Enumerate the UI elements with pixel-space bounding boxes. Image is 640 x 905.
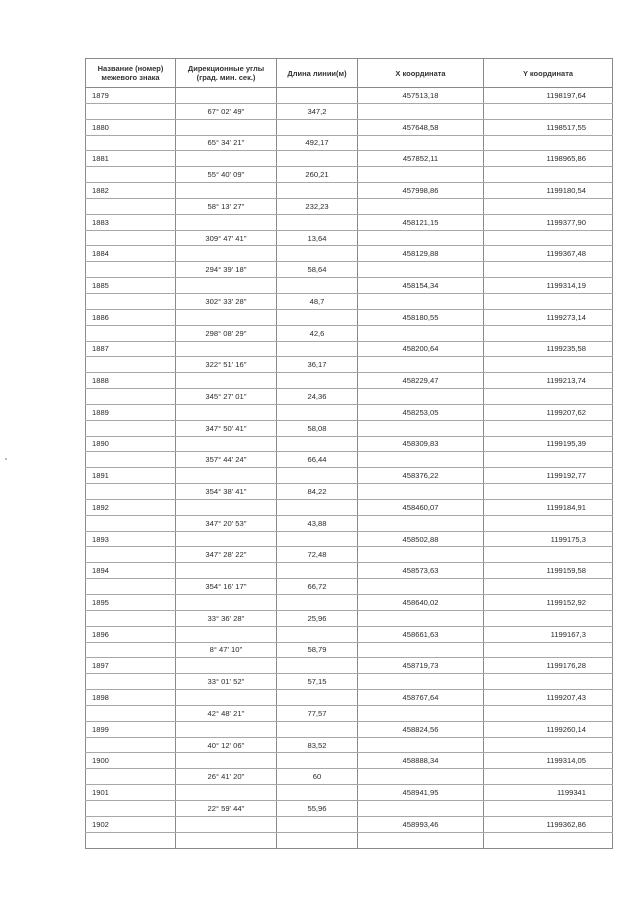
empty-cell (86, 769, 176, 785)
empty-cell (176, 816, 277, 832)
line-length: 58,08 (277, 420, 358, 436)
x-coordinate: 458129,88 (358, 246, 484, 262)
empty-cell (484, 737, 613, 753)
empty-cell (484, 642, 613, 658)
empty-cell (484, 674, 613, 690)
empty-cell (277, 214, 358, 230)
point-name: 1897 (86, 658, 176, 674)
line-length: 66,44 (277, 452, 358, 468)
y-coordinate: 1199235,58 (484, 341, 613, 357)
x-coordinate: 458767,64 (358, 690, 484, 706)
point-name: 1886 (86, 309, 176, 325)
empty-cell (86, 800, 176, 816)
point-name: 1881 (86, 151, 176, 167)
direction-angle: 58° 13' 27'' (176, 198, 277, 214)
table-row (86, 325, 613, 341)
table-row (86, 531, 613, 547)
empty-cell (358, 230, 484, 246)
table-row (86, 230, 613, 246)
line-length: 58,64 (277, 262, 358, 278)
x-coordinate: 457852,11 (358, 151, 484, 167)
empty-cell (358, 515, 484, 531)
point-name: 1896 (86, 626, 176, 642)
table-row (86, 452, 613, 468)
x-coordinate: 457513,18 (358, 88, 484, 104)
y-coordinate: 1198517,55 (484, 119, 613, 135)
empty-cell (176, 626, 277, 642)
empty-cell (484, 515, 613, 531)
line-length: 492,17 (277, 135, 358, 151)
header-point-name: Название (номер) межевого знака (86, 59, 176, 88)
empty-cell (176, 373, 277, 389)
line-length: 42,6 (277, 325, 358, 341)
empty-cell (86, 135, 176, 151)
table-row (86, 832, 613, 848)
x-coordinate: 458502,88 (358, 531, 484, 547)
empty-cell (277, 816, 358, 832)
empty-cell (358, 800, 484, 816)
empty-cell (176, 278, 277, 294)
empty-cell (484, 135, 613, 151)
empty-cell (176, 183, 277, 199)
empty-cell (277, 531, 358, 547)
table-row (86, 103, 613, 119)
y-coordinate: 1199152,92 (484, 595, 613, 611)
y-coordinate: 1199207,62 (484, 404, 613, 420)
direction-angle: 22° 59' 44'' (176, 800, 277, 816)
empty-cell (176, 341, 277, 357)
empty-cell (277, 404, 358, 420)
empty-cell (176, 246, 277, 262)
table-row (86, 341, 613, 357)
empty-cell (176, 595, 277, 611)
x-coordinate: 458376,22 (358, 468, 484, 484)
empty-cell (277, 278, 358, 294)
empty-cell (86, 515, 176, 531)
empty-cell (176, 832, 277, 848)
table-header-row (86, 59, 613, 88)
empty-cell (86, 389, 176, 405)
direction-angle: 322° 51' 16'' (176, 357, 277, 373)
table-row (86, 151, 613, 167)
point-name: 1887 (86, 341, 176, 357)
empty-cell (86, 484, 176, 500)
empty-cell (358, 610, 484, 626)
empty-cell (358, 420, 484, 436)
x-coordinate: 458121,15 (358, 214, 484, 230)
empty-cell (277, 151, 358, 167)
direction-angle: 302° 33' 28'' (176, 293, 277, 309)
table-row (86, 420, 613, 436)
line-length: 13,64 (277, 230, 358, 246)
empty-cell (358, 167, 484, 183)
direction-angle: 347° 50' 41'' (176, 420, 277, 436)
header-direction-angle: Дирекционные углы (град. мин. сек.) (176, 59, 277, 88)
empty-cell (484, 579, 613, 595)
x-coordinate: 458719,73 (358, 658, 484, 674)
y-coordinate: 1199341 (484, 785, 613, 801)
line-length: 232,23 (277, 198, 358, 214)
y-coordinate: 1199314,05 (484, 753, 613, 769)
x-coordinate: 458200,64 (358, 341, 484, 357)
empty-cell (176, 404, 277, 420)
empty-cell (358, 642, 484, 658)
empty-cell (176, 119, 277, 135)
direction-angle: 33° 01' 52'' (176, 674, 277, 690)
empty-cell (176, 785, 277, 801)
empty-cell (176, 151, 277, 167)
empty-cell (176, 214, 277, 230)
line-length: 83,52 (277, 737, 358, 753)
y-coordinate: 1199195,39 (484, 436, 613, 452)
direction-angle: 8° 47' 10'' (176, 642, 277, 658)
x-coordinate: 458180,55 (358, 309, 484, 325)
table-row (86, 214, 613, 230)
table-row (86, 579, 613, 595)
empty-cell (277, 626, 358, 642)
direction-angle: 345° 27' 01'' (176, 389, 277, 405)
point-name: 1898 (86, 690, 176, 706)
empty-cell (176, 531, 277, 547)
empty-cell (277, 499, 358, 515)
table-row (86, 690, 613, 706)
table-row (86, 595, 613, 611)
y-coordinate: 1199207,43 (484, 690, 613, 706)
point-name: 1884 (86, 246, 176, 262)
line-length: 84,22 (277, 484, 358, 500)
empty-cell (176, 658, 277, 674)
table-row (86, 436, 613, 452)
y-coordinate: 1199159,58 (484, 563, 613, 579)
table-row (86, 515, 613, 531)
point-name: 1889 (86, 404, 176, 420)
empty-cell (86, 642, 176, 658)
line-length: 55,96 (277, 800, 358, 816)
table-row (86, 183, 613, 199)
empty-cell (86, 832, 176, 848)
line-length: 24,36 (277, 389, 358, 405)
y-coordinate: 1198197,64 (484, 88, 613, 104)
table-row (86, 547, 613, 563)
empty-cell (277, 246, 358, 262)
x-coordinate: 458661,63 (358, 626, 484, 642)
table-row (86, 737, 613, 753)
empty-cell (176, 468, 277, 484)
empty-cell (484, 262, 613, 278)
empty-cell (86, 579, 176, 595)
line-length: 25,96 (277, 610, 358, 626)
empty-cell (86, 325, 176, 341)
x-coordinate: 458993,46 (358, 816, 484, 832)
empty-cell (358, 737, 484, 753)
header-x-coordinate: X координата (358, 59, 484, 88)
table-row (86, 484, 613, 500)
x-coordinate: 458573,63 (358, 563, 484, 579)
table-row (86, 404, 613, 420)
direction-angle: 357° 44' 24'' (176, 452, 277, 468)
empty-cell (277, 785, 358, 801)
y-coordinate: 1199176,28 (484, 658, 613, 674)
point-name: 1892 (86, 499, 176, 515)
x-coordinate: 458640,02 (358, 595, 484, 611)
y-coordinate: 1199367,48 (484, 246, 613, 262)
x-coordinate: 458309,83 (358, 436, 484, 452)
empty-cell (358, 547, 484, 563)
empty-cell (176, 309, 277, 325)
empty-cell (176, 563, 277, 579)
empty-cell (86, 293, 176, 309)
empty-cell (484, 357, 613, 373)
empty-cell (86, 547, 176, 563)
table-row (86, 769, 613, 785)
empty-cell (358, 103, 484, 119)
empty-cell (277, 563, 358, 579)
table-row (86, 658, 613, 674)
table-row (86, 705, 613, 721)
empty-cell (176, 690, 277, 706)
table-row (86, 135, 613, 151)
y-coordinate: 1199377,90 (484, 214, 613, 230)
empty-cell (277, 373, 358, 389)
empty-cell (358, 325, 484, 341)
table-row (86, 119, 613, 135)
empty-cell (358, 262, 484, 278)
table-row (86, 626, 613, 642)
empty-cell (277, 468, 358, 484)
empty-cell (277, 341, 358, 357)
empty-cell (358, 452, 484, 468)
empty-cell (176, 436, 277, 452)
empty-cell (277, 832, 358, 848)
table-row (86, 389, 613, 405)
table-row (86, 246, 613, 262)
direction-angle: 55° 40' 09'' (176, 167, 277, 183)
empty-cell (484, 325, 613, 341)
direction-angle: 298° 08' 29'' (176, 325, 277, 341)
empty-cell (277, 436, 358, 452)
point-name: 1895 (86, 595, 176, 611)
x-coordinate: 458460,07 (358, 499, 484, 515)
empty-cell (86, 198, 176, 214)
direction-angle: 294° 39' 18'' (176, 262, 277, 278)
line-length (277, 88, 358, 104)
empty-cell (484, 103, 613, 119)
header-line-length: Длина линии(м) (277, 59, 358, 88)
direction-angle: 354° 38' 41'' (176, 484, 277, 500)
empty-cell (358, 198, 484, 214)
empty-cell (86, 357, 176, 373)
table-row (86, 816, 613, 832)
empty-cell (358, 832, 484, 848)
y-coordinate: 1199362,86 (484, 816, 613, 832)
table-row (86, 642, 613, 658)
empty-cell (277, 690, 358, 706)
point-name: 1902 (86, 816, 176, 832)
empty-cell (484, 389, 613, 405)
table-row (86, 753, 613, 769)
line-length: 260,21 (277, 167, 358, 183)
empty-cell (86, 737, 176, 753)
empty-cell (358, 135, 484, 151)
point-name: 1893 (86, 531, 176, 547)
point-name: 1901 (86, 785, 176, 801)
table-row (86, 468, 613, 484)
table-row (86, 610, 613, 626)
empty-cell (484, 547, 613, 563)
empty-cell (358, 769, 484, 785)
empty-cell (484, 705, 613, 721)
empty-cell (176, 721, 277, 737)
empty-cell (86, 610, 176, 626)
point-name: 1894 (86, 563, 176, 579)
table-row (86, 357, 613, 373)
y-coordinate: 1199167,3 (484, 626, 613, 642)
line-length: 60 (277, 769, 358, 785)
y-coordinate: 1199260,14 (484, 721, 613, 737)
line-length: 77,57 (277, 705, 358, 721)
empty-cell (358, 484, 484, 500)
line-length: 66,72 (277, 579, 358, 595)
line-length: 347,2 (277, 103, 358, 119)
line-length: 36,17 (277, 357, 358, 373)
y-coordinate: 1199314,19 (484, 278, 613, 294)
direction-angle: 26° 41' 20'' (176, 769, 277, 785)
direction-angle: 33° 36' 28'' (176, 610, 277, 626)
empty-cell (484, 230, 613, 246)
direction-angle: 354° 16' 17'' (176, 579, 277, 595)
empty-cell (277, 309, 358, 325)
table-row (86, 721, 613, 737)
empty-cell (484, 800, 613, 816)
empty-cell (86, 705, 176, 721)
direction-angle: 309° 47' 41'' (176, 230, 277, 246)
point-name: 1899 (86, 721, 176, 737)
boundary-coordinates-table (85, 58, 613, 849)
line-length: 43,88 (277, 515, 358, 531)
direction-angle: 347° 28' 22'' (176, 547, 277, 563)
empty-cell (277, 658, 358, 674)
x-coordinate: 458888,34 (358, 753, 484, 769)
empty-cell (358, 293, 484, 309)
table-row (86, 309, 613, 325)
empty-cell (358, 674, 484, 690)
empty-cell (277, 183, 358, 199)
empty-cell (484, 167, 613, 183)
coordinates-sheet (85, 58, 612, 838)
table-row (86, 198, 613, 214)
empty-cell (86, 230, 176, 246)
table-body (86, 88, 613, 849)
empty-cell (86, 167, 176, 183)
x-coordinate: 457998,86 (358, 183, 484, 199)
point-name: 1890 (86, 436, 176, 452)
direction-angle: 67° 02' 49'' (176, 103, 277, 119)
table-row (86, 785, 613, 801)
empty-cell (484, 610, 613, 626)
empty-cell (86, 452, 176, 468)
empty-cell (484, 484, 613, 500)
direction-angle: 347° 20' 53'' (176, 515, 277, 531)
line-length: 58,79 (277, 642, 358, 658)
empty-cell (484, 769, 613, 785)
point-name: 1885 (86, 278, 176, 294)
empty-cell (484, 420, 613, 436)
table-row (86, 293, 613, 309)
y-coordinate: 1199273,14 (484, 309, 613, 325)
empty-cell (277, 595, 358, 611)
line-length: 48,7 (277, 293, 358, 309)
empty-cell (484, 293, 613, 309)
empty-cell (86, 420, 176, 436)
point-name: 1879 (86, 88, 176, 104)
empty-cell (176, 499, 277, 515)
direction-angle (176, 88, 277, 104)
x-coordinate: 458941,95 (358, 785, 484, 801)
point-name: 1891 (86, 468, 176, 484)
empty-cell (484, 452, 613, 468)
direction-angle: 65° 34' 21'' (176, 135, 277, 151)
table-row (86, 167, 613, 183)
point-name: 1880 (86, 119, 176, 135)
point-name: 1900 (86, 753, 176, 769)
table-row (86, 373, 613, 389)
y-coordinate: 1199180,54 (484, 183, 613, 199)
empty-cell (277, 753, 358, 769)
header-y-coordinate: Y координата (484, 59, 613, 88)
point-name: 1882 (86, 183, 176, 199)
table-row (86, 88, 613, 104)
scan-speck (5, 458, 7, 460)
empty-cell (86, 262, 176, 278)
table-row (86, 262, 613, 278)
point-name: 1883 (86, 214, 176, 230)
x-coordinate: 458824,56 (358, 721, 484, 737)
empty-cell (277, 119, 358, 135)
empty-cell (176, 753, 277, 769)
y-coordinate: 1199184,91 (484, 499, 613, 515)
x-coordinate: 458253,05 (358, 404, 484, 420)
table-row (86, 499, 613, 515)
direction-angle: 42° 48' 21'' (176, 705, 277, 721)
line-length: 72,48 (277, 547, 358, 563)
empty-cell (358, 389, 484, 405)
table-row (86, 674, 613, 690)
line-length: 57,15 (277, 674, 358, 690)
table-row (86, 563, 613, 579)
empty-cell (358, 357, 484, 373)
x-coordinate: 457648,58 (358, 119, 484, 135)
x-coordinate: 458229,47 (358, 373, 484, 389)
direction-angle: 40° 12' 06'' (176, 737, 277, 753)
empty-cell (86, 103, 176, 119)
y-coordinate: 1199175,3 (484, 531, 613, 547)
x-coordinate: 458154,34 (358, 278, 484, 294)
y-coordinate: 1199213,74 (484, 373, 613, 389)
table-row (86, 278, 613, 294)
empty-cell (484, 198, 613, 214)
empty-cell (86, 674, 176, 690)
empty-cell (484, 832, 613, 848)
y-coordinate: 1199192,77 (484, 468, 613, 484)
point-name: 1888 (86, 373, 176, 389)
empty-cell (358, 705, 484, 721)
table-row (86, 800, 613, 816)
empty-cell (277, 721, 358, 737)
empty-cell (358, 579, 484, 595)
y-coordinate: 1198965,86 (484, 151, 613, 167)
